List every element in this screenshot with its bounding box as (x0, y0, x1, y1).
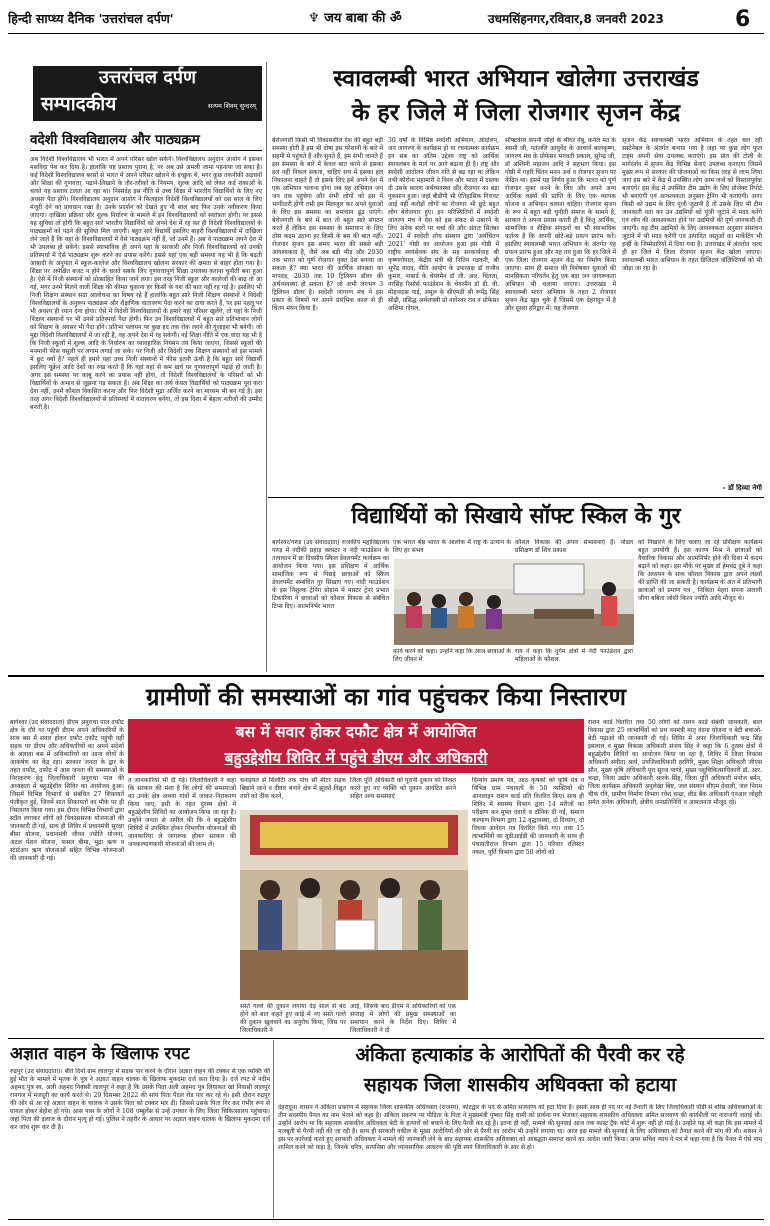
editorial-body: अब विदेशी विश्वविद्यालय भी भारत में अपने परिसर खोल सकेंगे। विश्वविद्यालय अनुदान आयोग ने इसका मसविदा पेश कर दिया है। हालांकि यह प्रस्ताव पुराना है, पर अब उसे अमली जामा पहनाया जा सका है। कई विदेशी विश्वविद्यालय बरसों से भारत में अपने परिसर खोलने के इच्छुक थे, मगर कुछ तकनीकी अड़चनों और शिक्षा की गुणवत्ता, पढ़ाने-लिखाने के तौर-तरीकों के नियमन, शुल्क आदि को लेकर कई शंकाओं के चलते यह प्रस्ताव टलता आ रहा था। निस्संदेह इस नीति से उच्च शिक्षा में भारतीय विद्यार्थियों के लिए नए अवसर पैदा होंगे। विश्वविद्यालय अनुदान आयोग ने फिलहाल विदेशी विश्वविद्यालयों को दस साल के लिए मंजूरी देने का प्रावधान रखा है। उनके प्रदर्शन को देखते हुए नौ साल बाद फिर उनके नवीकरण किया जाएगा। दाखिला प्रक्रिया और शुल्क निर्धारण के मामले में इन विश्वविद्यालयों को स्वतंत्रता होगी। पर इससे यह सुविधा तो होगी कि बहुत सारे भारतीय विद्यार्थियों को अपने देश में रह कर ही विदेशी विश्वविद्यालयों के पाठ्यक्रमों को पढ़ने की सुविधा मिल जाएगी। बहुत सारे विद्यार्थी इसलिए बाहरी विश्वविद्यालयों में दाखिला लेने जाते हैं कि वहां के विश्वविद्यालयों में वैसे पाठ्यक्रम नहीं हैं, जो उनमें हैं। अब वे पाठ्यक्रम अपने देश में भी उपलब्ध हो सकेंगे। इससे स्वाभाविक ही अपने यहां के सरकारी और निजी विश्वविद्यालयों को उनकी प्रतिस्पर्धा में ऐसे पाठ्यक्रम शुरू करने का प्रयास करेंगे। इससे यहां एक बड़ी समस्या यह भी है कि बढ़ती आबादी के अनुपात में स्कूल-कालेज और विश्वविद्यालय खोलना सरकार की क्षमता से बाहर होता गया है। शिक्षा पर अपेक्षित बजट न होने के चलते सबके लिए गुणवत्तापूर्ण शिक्षा उपलब्ध कराना चुनौती बना हुआ है। ऐसे में निजी संस्थानों को प्रोत्साहित किया जाने लगा। इस तरह निजी स्कूल और कालेजों की बाढ़ तो आ गई, मगर उनमें मिलने वाली शिक्षा की कीमत चुकाना हर किसी के वश की बात नहीं रह गई है। इसलिए भी निजी शिक्षण संस्थान सदा आलोचना का विषय रहे हैं हालांकि बहुत सारे निजी शिक्षण संस्थानों ने विदेशी विश्वविद्यालयों के अनुरूप पाठ्यक्रम और शैक्षणिक वातावरण पैदा करने का दावा करते हैं, पर इस पहलू पर भी अवश्य ही ध्यान देना होगा। ऐसे में विदेशी विश्वविद्यालयों के हमारे यहां परिसर खुलेंगे, तो यहां के निजी शिक्षण संस्थानों पर भी उनसे प्रतिस्पर्धा पैदा होगी। फिर उन विश्वविद्यालयों में बहुत सारे प्रतिभावान लोगों को शिक्षण के अवसर भी पैदा होंगे। प्रतिभा पलायन पर कुछ हद तक रोक लगने की गुंजाइश भी बनेगी। जो मुद्दा विदेशी विश्वविद्यालयों में जा रही है, वह अपने देश में रह सकेगी। नई शिक्षा नीति में एक वादा यह भी है कि निजी स्कूलों में शुल्क आदि के निर्धारण का व्यावहारिक नियमन तय किया जाएगा, जिससे स्कूलों की मनमानी फीस वसूली पर लगाम लगाई जा सके। पर निजी और विदेशी उच्च शिक्षण संस्थानों को इस मामले में छूट क्यों है? पहले ही हमारे यहां उच्च निजी संस्थानों में फीस इतनी ऊंची है कि बहुत सारे विद्यार्थी इसलिए यूक्रेन आदि देशों का रुख करते हैं कि वहां यहां से कम खर्च पर गुणवत्तापूर्ण पढ़ाई हो जाती है। अगर इस समस्या पर काबू करने का प्रयास नहीं होगा, तो विदेशी विश्वविद्यालयों के परिसरों को भी विद्यार्थियों के अभाव से जूझना पड़ सकता है। अब शिक्षा का अर्थ केवल विद्यार्थियों को पाठ्यक्रम पूरा करा देना नहीं, उनमें कौशल विकसित करना और फिर विदेशी मुद्रा अर्जित करने का माध्यम भी बन गई है। इस तरह अगर विदेशी विश्वविद्यालयों से प्रतिस्पर्धा में वातावरण बनेगा, तो इस दिशा में बेहतर नतीजों की उम्मीद बनती है। (30, 156, 262, 411)
footer-rule (8, 1219, 764, 1220)
editorial-heading: वदेशी विश्वविद्यालय और पाठ्यक्रम (30, 130, 262, 151)
story3-col-1: बागेश्वर (उद संवाददाता) डीएम अनुराधा पाल दफौट क्षेत्र के दौरे पर पहुंची डीएम अपने अधिकारियों के साथ बस में सवार होकर दफौट दफौट पहुंची वहीं सड़क पर डीएम और अधिकारियों का अपने संदेशों के अलावा बस में अधिकारियों का आना लोगों के आकर्षण का केंद्र रहा। सरकार जनता के द्वार के तहत दफौट, दफौट में आम जनता की समस्याओं के निराकरण हेतु जिलाधिकारी अनुराधा पाल की अध्यक्षता में बहुउद्देशीय शिविर का आयोजन हुआ। जिसमें विभिन्न विभागों से संबंधित 27 शिकायतें पंजीकृत हुई, जिनमें सात शिकायतों का मौके पर ही निस्तारण किया गया। इस दौरान विभिन्न विभागों द्वारा स्टॉल लगाकर लोगों को विकाससरक योजनाओं की जानकारी दी गई, साथ ही शिविर में प्रधानमंत्री सुरक्षा बीमा योजना, प्रधानमंत्री जीवन ज्योति योजना, अटल पेंशन योजना, फसल बीमा, मुद्रा ऋण व स्टार्टअप ऋण योजनाओं सहित विभिन्न योजनाओं की जानकारी दी गई। (10, 719, 124, 862)
story1-headline-line2: के हर जिले में जिला रोजगार सृजन केंद्र (351, 100, 681, 126)
story2-col-2b: कार्य करने को कहा। उन्होंने कहा कि आज छात्राओं के लिए जीवन में (393, 648, 511, 663)
story1-col-4: सृजन केंद्र स्वावलम्बी भारत अभियान के तहत चल रही सस्टेनेबल के अंतर्गत बनाया गया है जहां पर कुछ लोग फुल टाइम अपनी सेवा उपलब्ध कराएंगे। इस प्रांत की टोली के मार्गदर्शन में सृजन केंद्र विभिन्न सेवाएं उपलब्ध कराएगा जिसमें मुख्य रूप से सरकार की योजनाओं का किस तरह से लाभ लिया जाए इस बारे में केंद्र में उपस्थित लोग आम जनों को विस्तारपूर्वक बताएंगे। इस केंद्र में उपस्थित टीम उद्योग के लिए प्रोजेक्ट रिपोर्ट भी बनाएंगी एवं आवश्यकता अनुसार ट्रेनिंग भी कराएंगी। अगर किसी को उद्यम के लिए पूंजी जुटानी है तो उसके लिए भी टीम जानकारी पता कर उन उद्यमियों को पूंजी जुटाने में मदद करेंगे एवं लोन की आवश्यकता होने पर उद्यमियों की पूर्ण जानकारी दी जाएगी। यह टीम उद्यमियों के लिए आवश्यकता अनुसार संसाधन जुटाने में भी मदद करेंगी एवं उत्पादित वस्तुओं का मार्केटिंग भी इन्हीं के जिम्मेदारियों में दिया गया है। उत्तराखंड में अंततोत जल्द ही हर जिले में जिला रोजगार सृजन केंद्र खोला जाएगा। स्वावलम्बी भारत अभियान के तहत डिजिटल वॉलिन्टियर्स को भी जोड़ा जा रहा है। (622, 137, 762, 272)
story1-headline-line1: स्वावलम्बी भारत अभियान खोलेगा उत्तराखंड (333, 66, 699, 92)
story3-banner-line1: बस में सवार होकर दफौट क्षेत्र में आयोजित (235, 723, 477, 741)
column-divider-2 (273, 1040, 274, 1218)
story3-below-photo-right: आई, जिसके बाद डीएम ने अधिकारियों को एक सप्ताह में लोगों की प्रमुख समस्याओं का समाधान करने के निर्देश दिए। शिविर में जिलाधिकारी ने दो (350, 1003, 456, 1034)
story3-banner (128, 719, 584, 773)
camp-photo (240, 810, 468, 1000)
editorial-paper-title: उत्तरांचल दर्पण (98, 67, 197, 88)
story3-below-photo-left: सस्ते गल्ले की दुकान लगाया देड़ साल से बंद होने को बात कहते हुए कांड़े में नए सस्ते गल्ले की दुकान खुलवाने का अनुरोध किया, जिस पर जिलाधिकारी ने (240, 1003, 346, 1034)
camp-photo-art (240, 810, 468, 1000)
story3-banner-line2: बहुउद्देशीय शिविर में पहुंचे डीएम और अधिकारी (224, 749, 488, 767)
classroom-photo (394, 559, 634, 645)
story5-headline-line1: अंकिता हत्याकांड के आरोपितों की पैरवी कर रहे (355, 1044, 685, 1066)
story3-headline: ग्रामीणों की समस्याओं का गांव पहुंचकर किया निस्तारण (146, 683, 626, 711)
story5-body: देहरादून। शासन ने अंकिता प्रकरण में सहायक जिला शासकीय अधिवक्ता (राजस्व), कोटद्वार के पद से अमित सजवाण को हटा दिया है। इसके साथ ही पद पर नई तैनाती के लिए जिलाधिकारी पौड़ी से वरिष्ठ अधिवक्ताओं के तीन सदस्यीय पैनल का नाम भेजने को कहा है। अंकिता प्रकरण पर पीड़िता के पिता ने मुख्यमंत्री पुष्कर सिंह धामी को प्रार्थना पत्र भेजकर सहायक शासकीय अधिवक्ता अमित सजवाण की कार्यशैली पर नाराजगी जताई थी। उन्होंने आरोप था कि सहायक शासकीय अधिवक्ता बेटी के हत्यारों को बचाने के लिए पैरवी कर रहे हैं। इतना ही नहीं, मामले की सुनवाई आज तक फास्ट ट्रैक कोर्ट में शुरू नहीं हो पाई है। उन्होंने यह भी कहा कि इस मामले में मजबूती से पैरवी नहीं की जा रही है। साथ ही सरकारी वकील के मुख्य आरोपियों की ओर से पैरवी का आरोप भी उन्होंने लगाया था। आज इस मामले की सुनवाई के लिए अधिवक्ता को तैनात करने की मांग की थी। शासन ने इस पर कार्रवाई करते हुए सरकारी अधिवक्ता ने मामले की जानकारी लेने के बाद सहायक शासकीय अधिवक्ता को आबद्धता समाप्त करने का आदेश जारी किया। अपर सचिव न्याय ने पत्र में कहा गया है कि पैनल में ऐसे नाम शामिल करने को कहा है, जिनके चरित्र, सत्यनिष्ठा और व्यावसायिक आचरण की पुष्टि स्वयं जिलाधिकारी के स्तर से हो। (278, 1104, 762, 1151)
story3-col-2: त जानकारियां भी दी गई। जिलाधिकारी ने कहा कि सरकार की मंशा है कि लोगों की समस्याओं का उनके क्षेत्र अथवा गांवों में जाकर निराकरण किया जाए, इसी के तहत दुरस्थ क्षेत्रों में बहुउद्देशीय शिविरों का आयोजन किया जा रहा है। उन्होंने जनता से अपील की कि वे बहुउद्देशीय शिविरों में उपस्थित होकर विभागीय योजनाओं की जानकारियां ले जागरूक होकर सरकार की जनकल्याणकारी योजनाओं की लाभ लें। (128, 777, 236, 848)
masthead-bar (8, 6, 764, 34)
story5-headline-line2: सहायक जिला शासकीय अधिवक्ता को हटाया (363, 1074, 677, 1096)
place-date: उधमसिंहनगर,रविवार,8 जनवरी 2023 (488, 12, 664, 26)
story3-col-6: राशन कार्ड वितरित तथा 50 लोगों को राशन कार्ड संबंधी जानकारी, बाल विकास द्वारा 25 लाभार्थियों को प्रथ ननमंत्री मातृ वंदना योजना व बेटी बचाओ-बेटी पढ़ाओ की जानकारी दी गई। शिविर में अपर जिलाधिकारी चन्द्र सिंह इमलाल व मुख्य विकास अधिकारी संजय सिंह ने कहा कि 6 दुरस्थ क्षेत्रों में बहुउद्देशीय शिविरों का आयोजन किया जा रहा है, शिविर में जिला विकास अधिकारी संगीता आर्य, उपजिलाधिकारी हरगिरि, मुख्य शिक्षा अधिकारी जीएस सौन, मुख्य कृषि अधिकारी पूरा सूरज पाण्डे, मुख्य पशुचिकित्साधिकारी डॉ. आर. चन्द्रा, जिला उद्योग अधिकारी आरके सिंह, जिला पूर्ति अधिकारी मनोज बर्मन, जिला कार्यक्रम अधिकारी अनुलेखा बिष्ट, जल संस्थान सीएम देवाली, जल निगम चीफ रवि, ग्रामीण निर्माण विभाग रवेश चन्द्रा, लीड बैंक अधिकारी एनआर जोहरी समेत अनेक अधिकारी, क्षेत्रीय जनप्रतिनिधि व आमजनता मौजूद रहे। (588, 719, 762, 806)
story-divider (268, 497, 764, 498)
story3-col-3: चनाइयत से सिलौटी तक पांच सौ मीटर सड़क बिछाने जाने व दीवार बनाने क्षेत्र में झूलते विद्युत तारों को ठीक करने, (240, 777, 346, 800)
story1-byline: - डॉ दिव्या नेगी (722, 484, 762, 492)
editorial-tagline: सत्यम शिवम् सुन्दरम् (207, 102, 256, 110)
story4-body: रुद्रपुर (उद संवाददाता)। बीते दिनों ग्राम लालपुर में सड़क पार करने के दौरान अज्ञात वाहन की टक्कर से एक व्यक्ति की हुई मौत के मामले में मृतक के पुत्र ने अज्ञात वाहन चालक के खिलाफ मुकदमा दर्ज करा दिया है। दर्ज रपट में नदीम अहमद पुत्र स्व. अली अहमद निवासी लालपुर ने कहा है कि उसके पिता अली अहमद पुत्र लियाकत खां निवासी लालपुर रानगंज में मजदूरी का कार्य करते थे। 29 दिसम्बर 2022 की सांय पिता पैदल रोड पार कर रहे थे। इसी दौरान रुद्रपुर की ओर से आ रहे अज्ञात वाहन के चालक ने उसके पिता को टक्कर मार दी। जिससे उसके पिता गिर कर गंभीर रूप से घायल होकर बेहोश हो गये। आस पास के लोगों ने 108 एम्बुलेंस से उन्हें उपचार के लिए जिला चिकित्सालय पहुंचाया। जहां पिता की इलाज के दौरान मृत्यु हो गई। पुलिस ने तहरीर के आधार पर अज्ञात वाहन चालक के खिलाफ मुकदमा दर्ज कर जांच शुरू कर दी है। (10, 1068, 270, 1131)
om-icon: ॐ (389, 11, 402, 26)
story2-col-1: बागेश्वर/गरुड (उद संवाददाता) राजकीय महाविद्यालय गरुड़ में नंदीफी प्रहाड़ क्लस्टर व नंदी फाउंडेशन के तत्वाधान में छः दिवसीय स्किल डेवलपमेंट कार्यक्रम का आयोजन किया गया। इस प्रशिक्षण में आर्थिक सामाजिक रूप से पिछड़े छात्राओं को स्किल डेवलपमेंट सम्बंधित गुर सिखाए गए। नांदी फाउंडेशन के इस निशुल्क ट्रेनिंग प्रोग्राम में मास्टर ट्रेनर प्रभात टिकारिया ने छात्राओं को कौशल विकास से संबंधित टिप्स दिए। आत्मनिर्भर भारत (272, 539, 389, 610)
story1-col-3: सॉफ्टवेयर कंपनी जोहो के श्रीधर वेंबु, कर्नल मत के स्वामी जी, पतंजलि आयुर्वेद के आचार्य बालकृष्ण, जागरण मंच के प्रोफेसर भगवती प्रकाश, सुरेन्द्र जी, डॉ अश्विनी महाजन आदि ने सहभाग किया। इस गोष्ठी में गहरी चिंतन मनन अर्थ व रोजगार सृजन पर केंद्रित था। इसमें यह निर्णय हुआ कि भारत को पूर्ण रोजगार युक्त करने के लिए और अपने अन्य आर्थिक लक्ष्यों की प्राप्ति के लिए एक व्यापक योजना व अभियान चलाना चाहिए। रोजगार सृजन के रूप में बहुत बड़ी चुनौती समाज के सामने है, सरकार ते अपना प्रयास करती ही है किंतु आर्थिक, सामाजिक व शैक्षिक संगठनों का भी स्वाभाविक कर्तव्य है कि अपनी छोटे-बड़े प्रयत्न प्रारंभ करें। इसलिए स्वावलम्बी भारत अभियान के अंतर्गत यह प्रयत्न प्रारंभ हुआ और यह तय हुआ कि हर जिले में एक जिला रोजगार सृजन केंद्र का निर्माण किया जाएगा। साथ ही समाज की विशेषकर युवाओं की मानसिकता परिवर्तन हेतु एक बड़ा जन जागरूकता अभियान भी चलाया जाएगा। उत्तराखंड में स्वावलम्बी भारत अभियान के तहत 2 रोजगार सृजन केंद्र खुल चुके हैं जिसमें एक देहरादून में है और दूसरा हरिद्वार में। यह रोजगार (505, 137, 616, 312)
story2-col-4: को निखारने के लिए चलाए जा रहे प्रशिक्षण कार्यक्रम बहुत उपयोगी हैं। इस कारण मिश्र ने छात्राओं को वैचारिक विकास और आत्मनिर्भर होने की दिशा में कदम बढ़ाने को कहा। इस मौके पर मुख्य डॉ हेमचंद्र दुबे ने कहा कि अध्ययन के साथ कौशल विकास द्वारा अपने लक्ष्यों की प्राप्ति की जा सकती है। कार्यक्रम के अंत में प्रतिभागी छात्राओं को प्रमाण पत्र , निकिता मेहरा सपना अलागी जीना बबिता जोशी किरन ज्योति आदि मौजूद थे। (638, 539, 762, 602)
editorial-title: सम्पादकीय (41, 93, 117, 115)
classroom-photo-art (394, 559, 634, 645)
story3-col-5: दिव्यांग प्रमाण पत्र, आठ कृषकों को कृषि यंत्र व विभिन्न ग्राम पंचायतों के 50 व्यक्तियों की आनलाइन राशन कार्ड प्रति वितरित किए। साथ ही शिविर में स्वास्थ्य विभाग द्वारा 14 मरीजों का परीक्षण कर मुफ्त दवायें व टॉनिक दी गईं, समाज कल्याण विभाग द्वारा 12 वृद्धावस्था, दो दिव्यांग, दो विधवा आवेदन पत्र वितरित किये गए। तथा 15 लाभार्थियों का यूडीआईडी की जानकारी के साथ ही पंचायतीराज विभाग द्वारा 15 परिवार रजिस्टर नकल, पूर्ति विभाग द्वारा 50 लोगों को (472, 777, 584, 856)
story3-col-4: जिला पूर्ति अधिकारी को पूरानी दुकान को निरस्त करते हुए नए व्यक्ति को दुकान आवंटित करने सहित अन्य समस्याएं (350, 777, 456, 800)
story1-col-2: 30 वर्षों के विभिन्न स्वदेशी अभियान, आंदोलन, जन जागरण के कार्यक्रम हो या रचनात्मक कार्यक्रम इन सब का अंतिम उद्देश्य राष्ट्र को आर्थिक स्वावलंबन के मार्ग पर आगे बढ़ाना ही है। राष्ट्र और स्वदेशी आंदोलन जीवन गति से बढ़ रहा था लेकिन तभी कोरोना महामारी ने विश्व और भारत में दस्तक दी उसके कारण अर्थव्यवस्था और रोजगार का बड़ा नुकसान हुआ। जहां बीडीपी भी ऐतिहासिक गिरावट आई वहीं करोड़ों लोगों का रोजगार भी छूटे बहुत लोग बेरोजगार हुए। इन परिस्थितियों में स्वदेशी जागरण मंच ने देश को इस संकट से उबारने के लिए अनेक स्तरों पर चर्चा की और अंततः सितंबर 2021 में स्वदेशी शोध संस्थान द्वारा 'अर्थचिंतन 2021' गोष्ठी का आयोजन हुआ इस गोष्ठी में राष्ट्रीय स्वयंसेवक संघ के सह सरकार्यवाह श्री कृष्णगोपाल, केंद्रीय मंत्री श्री नितिन गडकरी, श्री भूपेंद्र यादव, नीति आयोग के उपाध्यक्ष डॉ राजीव कुमार, नाबार्ड के चेयरमैन डॉ जी. आर. चिंतला, नरसिंह रिसोर्स फाउंडेशन के चेयरमैन डॉ डी. वी. मोहनदास पाई, अमूल के सीएमडी श्री रूपेंद्र सिंह सोढ़ी, प्रसिद्ध अर्थशास्त्री प्रो नागेश्वर राव व प्रोफेसर अशिमा गोयल, (388, 137, 499, 312)
story2-col-3b: राय ने कहा कि दुर्गम क्षेत्रों में नंदी फाउंडेशन द्वारा महिलाओं के कौशल (515, 648, 633, 663)
paper-name: हिन्दी साप्ध्य दैनिक 'उत्तरांचल दर्पण' (8, 11, 174, 26)
column-divider (266, 62, 267, 672)
story4-heading: अज्ञात वाहन के खिलाफ रपट (10, 1044, 190, 1064)
editorial-logo-box (33, 66, 262, 121)
center-slogan: ♆ जय बाबा की ॐ (308, 11, 402, 26)
story2-col-3: कौशल विकास की अपार संभावनाएं हैं। नोडल प्रशिक्षण डॉ शिव प्रकाश (515, 539, 633, 554)
story1-col-1: बेरोजगारी किसी भी विकासशील देश की बहुत बड़ी समस्या होती है इस भी दोषा इस परेशानी के बारे में सहमी मे पहुंचते हैं और सुनते हैं, हम सभी जानते हैं इस समस्या के बारे में केवल बात करने से इसका हल नहीं निकल सकता, चाहिए सच में इसका हल निकालना चाहते हैं तो इसके लिए हमें अपने देश में एक अभियान चलाना होगा जब यह अभियान जन जन तक पहुंचेगा और सभी लोगों को इस में भागीदारी होगी तभी हम मिलजुल कर अपने युवाओं के लिए इस समस्या का समाधान ढूंढ पाएंगे। बेरोजगारी के बारे में बात तो बहुत सारे संगठन करते हैं लेकिन इस समस्या के समाधान के लिए ठोस कदम उठाना हर किसी के बस की बात नहीं। रोजगार सृजन इस समय भारत की सबसे बड़ी आवश्यकता है, जैसे अब बड़ी भीड़ और 2030 तक भारत को पूर्ण रोजगार युक्त देश बनाया जा सकता है? क्या भारत की आर्थिक संपन्नता का मापदंड, 2030 तक 10 ट्रिलियन डॉलर की अर्थव्यवस्था हो सकता है? जो अभी लगभग 3 ट्रिलियन डॉलर है। स्वदेशी जागरण मंच ने इस प्रकार के विषयों पर अपने प्रारंभिक काल से ही चिंतन मंथन किया है। (272, 137, 383, 312)
story2-headline: विद्यार्थियों को सिखाये सॉफ्ट स्किल के गुर (351, 504, 681, 529)
trishul-icon: ♆ (308, 11, 320, 26)
page-number: 6 (735, 7, 751, 32)
section-divider-2 (8, 1038, 764, 1039)
story2-col-2: एक भारत श्रेष्ठ भारत के आलोक में राष्ट्र के उत्थान के लिए हर संभव (393, 539, 511, 554)
